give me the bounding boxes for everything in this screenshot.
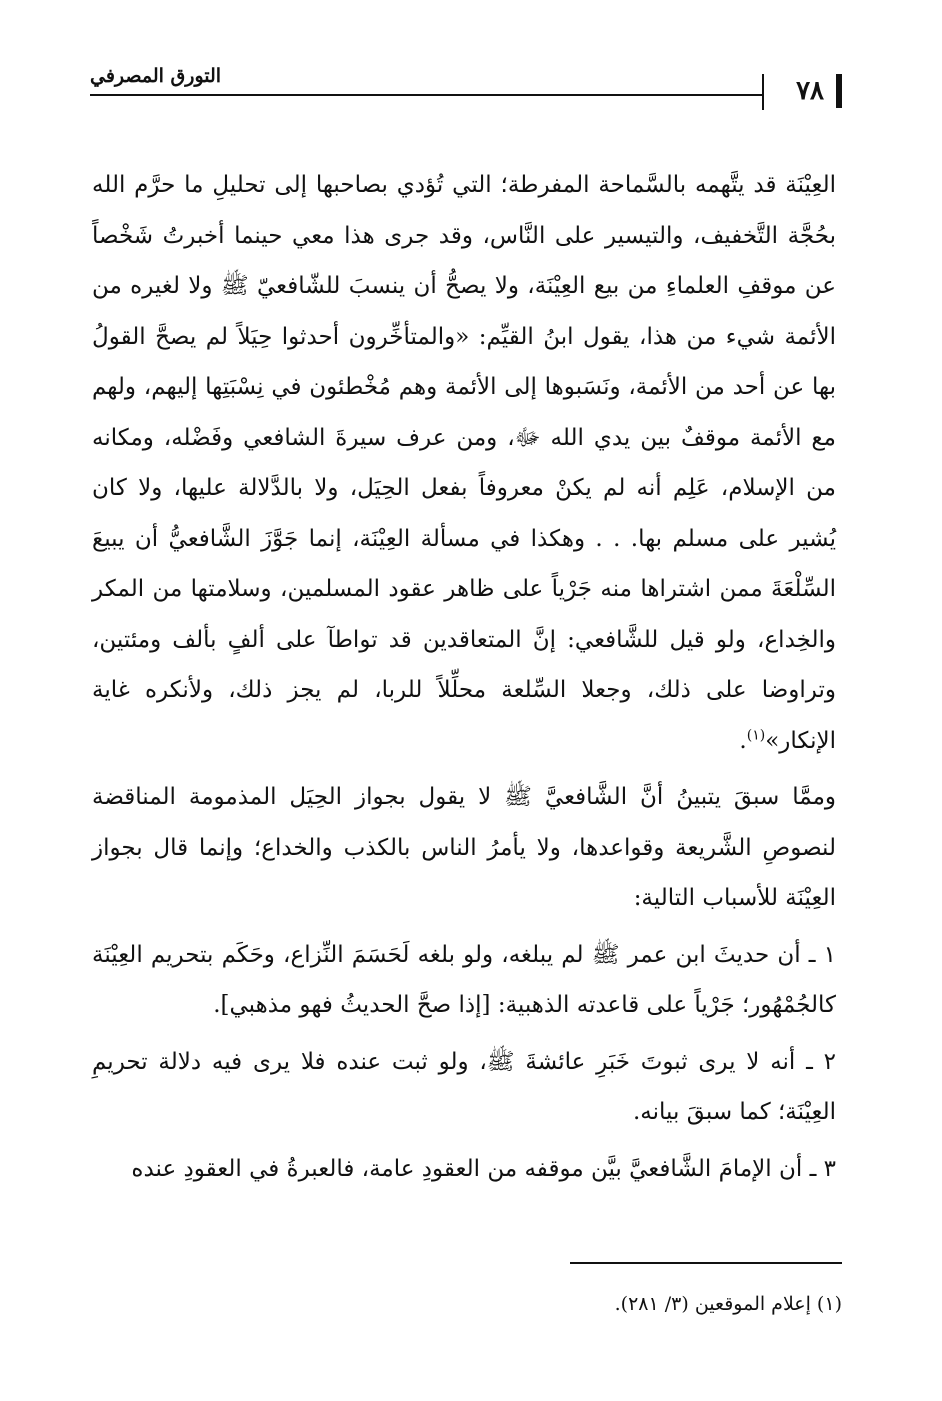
list-item-text: ٣ ـ أن الإمامَ الشَّافعيَّ بيَّن موقفه من العقودِ عامة، فالعبرةُ في العقودِ عنده xyxy=(131,1155,836,1182)
paragraph-text: العِيْنَة قد يتَّهمه بالسَّماحة المفرطة؛ التي تُؤدي بصاحبها إلى تحليلِ ما حرَّم الله بحُجَّة التَّخفيف، والتيسير على النَّاس، وقد جرى هذا معي حينما أخبرتُ شَخْصاً عن موقفِ العلماءِ من بيع العِيْنَة، ولا يصحُّ أن ينسبَ للشّافعيّ ﷺ ولا لغيره من الأئمة شيء من هذا، يقول ابنُ القيِّم: «والمتأخِّرون أحدثوا حِيَلاً لم يصحَّ القولُ بها عن أحد من الأئمة، ونَسَبوها إلى الأئمة وهم مُخْطئون في نِسْبَتِها إليهم، ولهم مع الأئمة موقفٌ بين يدي الله ﷻ، ومن عرف سيرةَ الشافعي وفَضْله، ومكانه من الإسلام، عَلِم أنه لم يكنْ معروفاً بفعل الحِيَل، ولا بالدَّلالة عليها، ولا كان يُشير على مسلم بها. . . وهكذا في مسألة العِيْنَة، إنما جَوَّزَ الشَّافعيُّ أن يبيعَ السِّلْعَةَ ممن اشتراها منه جَرْياً على ظاهر عقود المسلمين، وسلامتها من المكر والخِداع، ولو قيل للشَّافعي: إنَّ المتعاقدين قد تواطآ على ألفٍ بألف ومئتين، وتراوضا على ذلك، وجعلا السِّلعة محلِّلاً للربا، لم يجز ذلك، ولأنكره غاية الإنكار» xyxy=(92,172,836,754)
list-item-text: ٢ ـ أنه لا يرى ثبوتَ خَبَرِ عائشةَ ﷺ، ولو ثبت عنده فلا يرى فيه دلالة تحريمِ العِيْنَة؛ كما سبقَ بيانه. xyxy=(92,1048,836,1125)
list-item xyxy=(92,930,836,1031)
page-header xyxy=(90,62,842,110)
page-body xyxy=(92,160,836,1200)
paragraph-text: وممَّا سبقَ يتبينُ أنَّ الشَّافعيَّ ﷺ لا يقول بجواز الحِيَل المذمومة المناقضة لنصوصِ الشَّريعة وقواعدها، ولا يأمرُ الناس بالكذب والخداع؛ وإنما قال بجواز العِيْنَة للأسباب التالية: xyxy=(92,784,836,911)
list-item xyxy=(92,1144,836,1195)
footnote-reference[interactable]: (١) xyxy=(746,726,766,743)
paragraph xyxy=(92,160,836,766)
footnote: (١) إعلام الموقعين (٣/ ٢٨١). xyxy=(614,1293,842,1315)
header-rule xyxy=(90,94,764,96)
paragraph xyxy=(92,772,836,924)
list-item xyxy=(92,1037,836,1138)
page-number: ٧٨ xyxy=(796,76,824,106)
footnote-separator xyxy=(570,1262,842,1264)
list-item-text: ١ ـ أن حديثَ ابن عمر ﷺ لم يبلغه، ولو بلغه لَحَسَمَ النِّزاع، وحَكَم بتحريم العِيْنَة كالجُمْهُور؛ جَرْياً على قاعدته الذهبية: [إذا صحَّ الحديثُ فهو مذهبي]. xyxy=(92,941,836,1018)
running-title: التورق المصرفي xyxy=(90,65,222,87)
paragraph-tail: . xyxy=(739,727,747,754)
header-thick-bar xyxy=(836,74,842,108)
header-separator xyxy=(762,74,764,110)
